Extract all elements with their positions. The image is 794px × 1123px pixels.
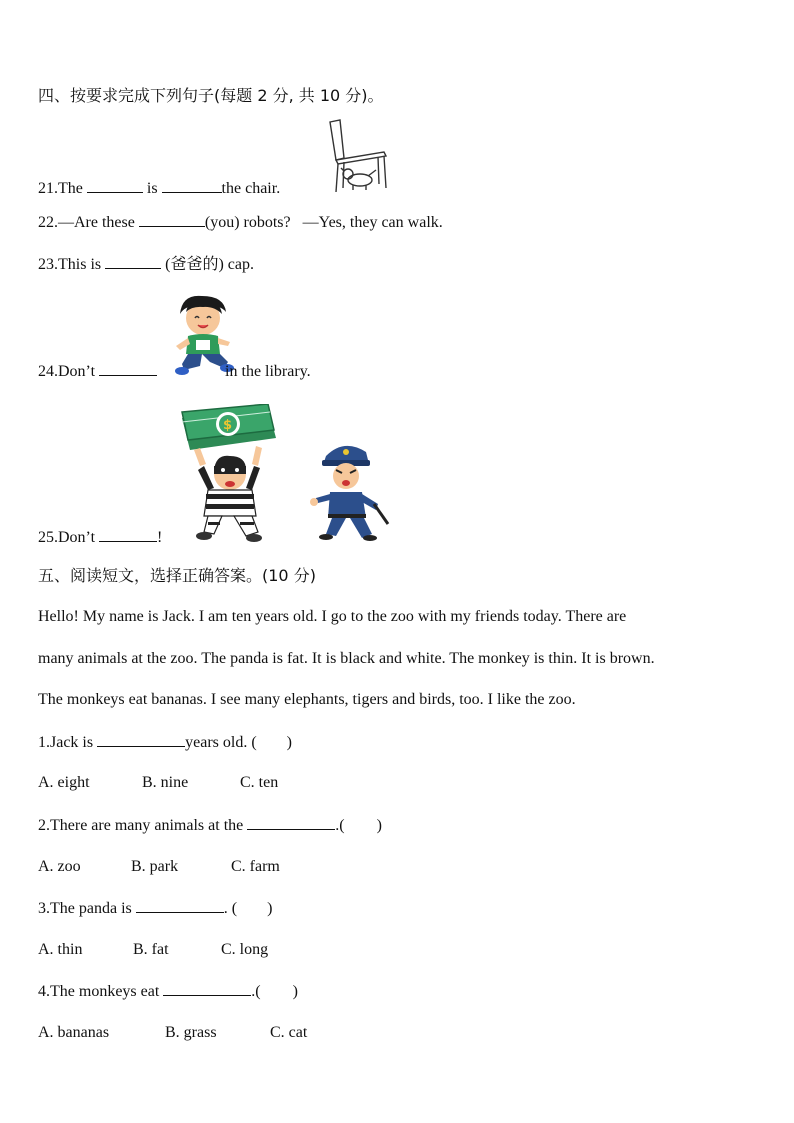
- passage-line: many animals at the zoo. The panda is fat. It is black and white. The monkey is thin. It is brown.: [38, 650, 655, 667]
- question-23: [38, 254, 254, 275]
- paren-close: ): [376, 817, 382, 834]
- answer-blank[interactable]: [162, 178, 222, 193]
- question-number: 21.: [38, 180, 58, 197]
- option-a[interactable]: A. thin: [38, 941, 83, 958]
- option-b[interactable]: B. grass: [165, 1024, 217, 1041]
- question-21: [38, 178, 280, 199]
- question-number: 23.: [38, 256, 58, 273]
- question-number: 22.: [38, 214, 58, 231]
- options-row: [38, 940, 268, 960]
- answer-blank[interactable]: [105, 254, 161, 269]
- question-25: [38, 527, 162, 548]
- option-b[interactable]: B. nine: [142, 774, 189, 791]
- thief-with-money-icon: [178, 404, 278, 544]
- reading-question-3: [38, 898, 272, 919]
- question-text: . (: [223, 900, 238, 917]
- section-5-heading: 五、阅读短文，选择正确答案。(10 分): [38, 566, 316, 585]
- question-text: is: [146, 180, 158, 197]
- question-text: .(: [335, 817, 345, 834]
- options-row: [38, 857, 280, 877]
- passage-line: Hello! My name is Jack. I am ten years old. I go to the zoo with my friends today. There are: [38, 608, 627, 625]
- option-a[interactable]: A. bananas: [38, 1024, 110, 1041]
- option-b[interactable]: B. park: [131, 858, 179, 875]
- options-row: [38, 773, 278, 793]
- option-a[interactable]: A. zoo: [38, 858, 81, 875]
- options-row: [38, 1023, 307, 1043]
- passage-line: The monkeys eat bananas. I see many elephants, tigers and birds, too. I like the zoo.: [38, 691, 576, 708]
- question-text: 3.The panda is: [38, 900, 132, 917]
- question-text: !: [157, 529, 163, 546]
- question-text: .(: [251, 983, 261, 1000]
- answer-blank[interactable]: [97, 732, 185, 747]
- question-text: —Are these: [58, 214, 135, 231]
- option-c[interactable]: C. cat: [270, 1024, 308, 1041]
- section-4-heading: 四、按要求完成下列句子(每题 2 分, 共 10 分)。: [38, 86, 384, 105]
- answer-blank[interactable]: [99, 361, 157, 376]
- answer-blank[interactable]: [87, 178, 143, 193]
- answer-blank[interactable]: [136, 898, 224, 913]
- option-c[interactable]: C. farm: [231, 858, 280, 875]
- question-24: [38, 361, 311, 382]
- question-text: 1.Jack is: [38, 734, 94, 751]
- question-text: Don’t: [58, 363, 96, 380]
- answer-blank[interactable]: [99, 527, 157, 542]
- reading-question-2: [38, 815, 382, 836]
- question-text: years old. (: [185, 734, 257, 751]
- option-c[interactable]: C. long: [221, 941, 269, 958]
- question-text: (you) robots?: [204, 214, 291, 231]
- option-b[interactable]: B. fat: [133, 941, 169, 958]
- reading-question-4: [38, 981, 298, 1002]
- answer-blank[interactable]: [247, 815, 335, 830]
- answer-blank[interactable]: [163, 981, 251, 996]
- question-text: This is: [58, 256, 102, 273]
- option-a[interactable]: A. eight: [38, 774, 90, 791]
- reading-question-1: [38, 732, 292, 753]
- question-text: the chair.: [221, 180, 281, 197]
- paren-close: ): [292, 983, 298, 1000]
- police-officer-icon: [308, 438, 392, 542]
- question-text: 2.There are many animals at the: [38, 817, 244, 834]
- question-22: [38, 212, 443, 233]
- svg-text:$: $: [223, 418, 233, 433]
- question-text: Don’t: [58, 529, 96, 546]
- answer-blank[interactable]: [139, 212, 205, 227]
- paren-close: ): [286, 734, 292, 751]
- question-text: The: [58, 180, 83, 197]
- question-text: 4.The monkeys eat: [38, 983, 160, 1000]
- question-number: 24.: [38, 363, 58, 380]
- option-c[interactable]: C. ten: [240, 774, 279, 791]
- question-text: (爸爸的) cap.: [165, 256, 254, 273]
- question-text: —Yes, they can walk.: [302, 214, 443, 231]
- question-number: 25.: [38, 529, 58, 546]
- paren-close: ): [267, 900, 273, 917]
- question-text: in the library.: [225, 363, 311, 380]
- chair-with-dog-icon: [326, 118, 390, 196]
